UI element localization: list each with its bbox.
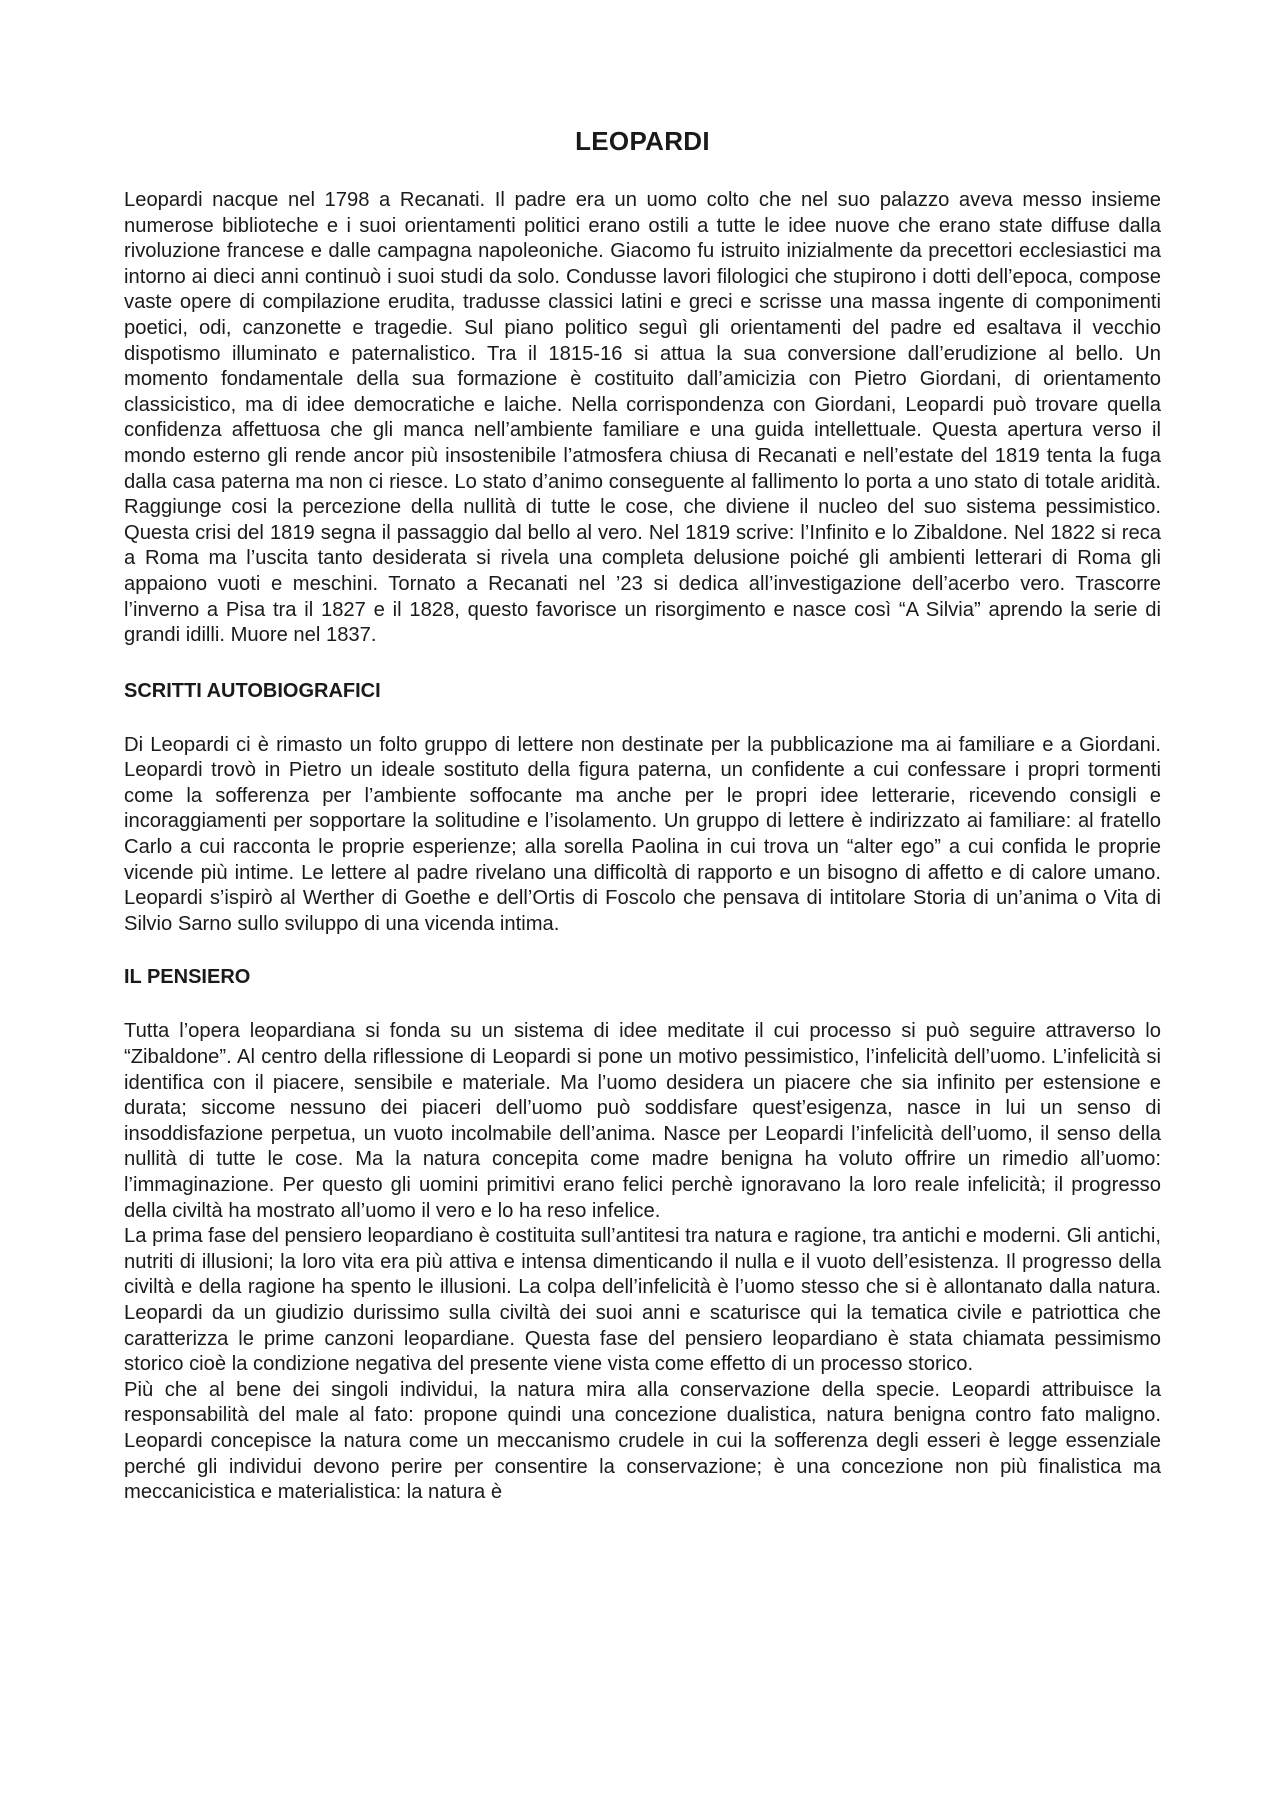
section-heading-il-pensiero: IL PENSIERO	[124, 966, 251, 989]
document-page	[124, 0, 1161, 1506]
section-heading-scritti-autobiografici: SCRITTI AUTOBIOGRAFICI	[124, 679, 381, 702]
document-title: LEOPARDI	[575, 126, 710, 156]
section-paragraph-pensiero-1: Tutta l’opera leopardiana si fonda su un sistema di idee meditate il cui processo si può seguire attraverso lo “Zibaldone”. Al centro della riflessione di Leopardi si pone un motivo pessimistico, l’infelicità dell’uomo. L’infelicità si identifica con il piacere, sensibile e materiale. Ma l’uomo desidera un piacere che sia infinito per estensione e durata; siccome nessuno dei piaceri dell’uomo può soddisfare quest’esigenza, nasce in lui un senso di insoddisfazione perpetua, un vuoto incolmabile dell’anima. Nasce per Leopardi l’infelicità dell’uomo, il senso della nullità di tutte le cose. Ma la natura concepita come madre benigna ha voluto offrire un rimedio all’uomo: l’immaginazione. Per questo gli uomini primitivi erano felici perchè ignoravano la loro reale infelicità; il progresso della civiltà ha mostrato all’uomo il vero e lo ha reso infelice.	[124, 1020, 1161, 1222]
section-paragraph-pensiero-2: La prima fase del pensiero leopardiano è costituita sull’antitesi tra natura e ragione, tra antichi e moderni. Gli antichi, nutriti di illusioni; la loro vita era più attiva e intensa dimenticando il nulla e il vuoto dell’esistenza. Il progresso della civiltà e della ragione ha spento le illusioni. La colpa dell’infelicità è l’uomo stesso che si è allontanato dalla natura. Leopardi da un giudizio durissimo sulla civiltà dei suoi anni e scaturisce qui la tematica civile e patriottica che caratterizza le prime canzoni leopardiane. Questa fase del pensiero leopardiano è stata chiamata pessimismo storico cioè la condizione negativa del presente viene vista come effetto di un processo storico.	[124, 1225, 1161, 1376]
section-paragraph-pensiero-3: Più che al bene dei singoli individui, la natura mira alla conservazione della specie. Leopardi attribuisce la responsabilità del male al fato: propone quindi una concezione dualistica, natura benigna contro fato maligno. Leopardi concepisce la natura come un meccanismo crudele in cui la sofferenza degli esseri è legge essenziale perché gli individui devono perire per consentire la conservazione; è una concezione non più finalistica ma meccanicistica e materialistica: la natura è	[124, 1378, 1161, 1504]
intro-paragraph: Leopardi nacque nel 1798 a Recanati. Il padre era un uomo colto che nel suo palazzo aveva messo insieme numerose biblioteche e i suoi orientamenti politici erano ostili a tutte le idee nuove che erano state diffuse dalla rivoluzione francese e dalle campagna napoleoniche. Giacomo fu istruito inizialmente da precettori ecclesiastici ma intorno ai dieci anni continuò i suoi studi da solo. Condusse lavori filologici che stupirono i dotti dell’epoca, compose vaste opere di compilazione erudita, tradusse classici latini e greci e scrisse una massa ingente di componimenti poetici, odi, canzonette e tragedie. Sul piano politico seguì gli orientamenti del padre ed esaltava il vecchio dispotismo illuminato e paternalistico. Tra il 1815-16 si attua la sua conversione dall’erudizione al bello. Un momento fondamentale della sua formazione è costituito dall’amicizia con Pietro Giordani, di orientamento classicistico, ma di idee democratiche e laiche. Nella corrispondenza con Giordani, Leopardi può trovare quella confidenza affettuosa che gli manca nell’ambiente familiare e una guida intellettuale. Questa apertura verso il mondo esterno gli rende ancor più insostenibile l’atmosfera chiusa di Recanati e nell’estate del 1819 tenta la fuga dalla casa paterna ma non ci riesce. Lo stato d’animo conseguente al fallimento lo porta a uno stato di totale aridità. Raggiunge cosi la percezione della nullità di tutte le cose, che diviene il nucleo del suo sistema pessimistico. Questa crisi del 1819 segna il passaggio dal bello al vero. Nel 1819 scrive: l’Infinito e lo Zibaldone. Nel 1822 si reca a Roma ma l’uscita tanto desiderata si rivela una completa delusione poiché gli ambienti letterari di Roma gli appaiono vuoti e meschini. Tornato a Recanati nel ’23 si dedica all’investigazione dell’acerbo vero. Trascorre l’inverno a Pisa tra il 1827 e il 1828, questo favorisce un risorgimento e nasce così “A Silvia” aprendo la serie di grandi idilli. Muore nel 1837.	[124, 189, 1161, 647]
section-paragraph-scritti-autobiografici: Di Leopardi ci è rimasto un folto gruppo di lettere non destinate per la pubblicazione ma ai familiare e a Giordani. Leopardi trovò in Pietro un ideale sostituto della figura paterna, un confidente a cui confessare i propri tormenti come la sofferenza per l’ambiente soffocante ma anche per le propri idee letterarie, ricevendo consigli e incoraggiamenti per sopportare la solitudine e l’isolamento. Un gruppo di lettere è indirizzato ai familiare: al fratello Carlo a cui racconta le proprie esperienze; alla sorella Paolina in cui trova un “alter ego” a cui confida le proprie vicende più intime. Le lettere al padre rivelano una difficoltà di rapporto e un bisogno di affetto e di calore umano. Leopardi s’ispirò al Werther di Goethe e dell’Ortis di Foscolo che pensava di intitolare Storia di un’anima o Vita di Silvio Sarno sullo sviluppo di una vicenda intima.	[124, 733, 1161, 935]
